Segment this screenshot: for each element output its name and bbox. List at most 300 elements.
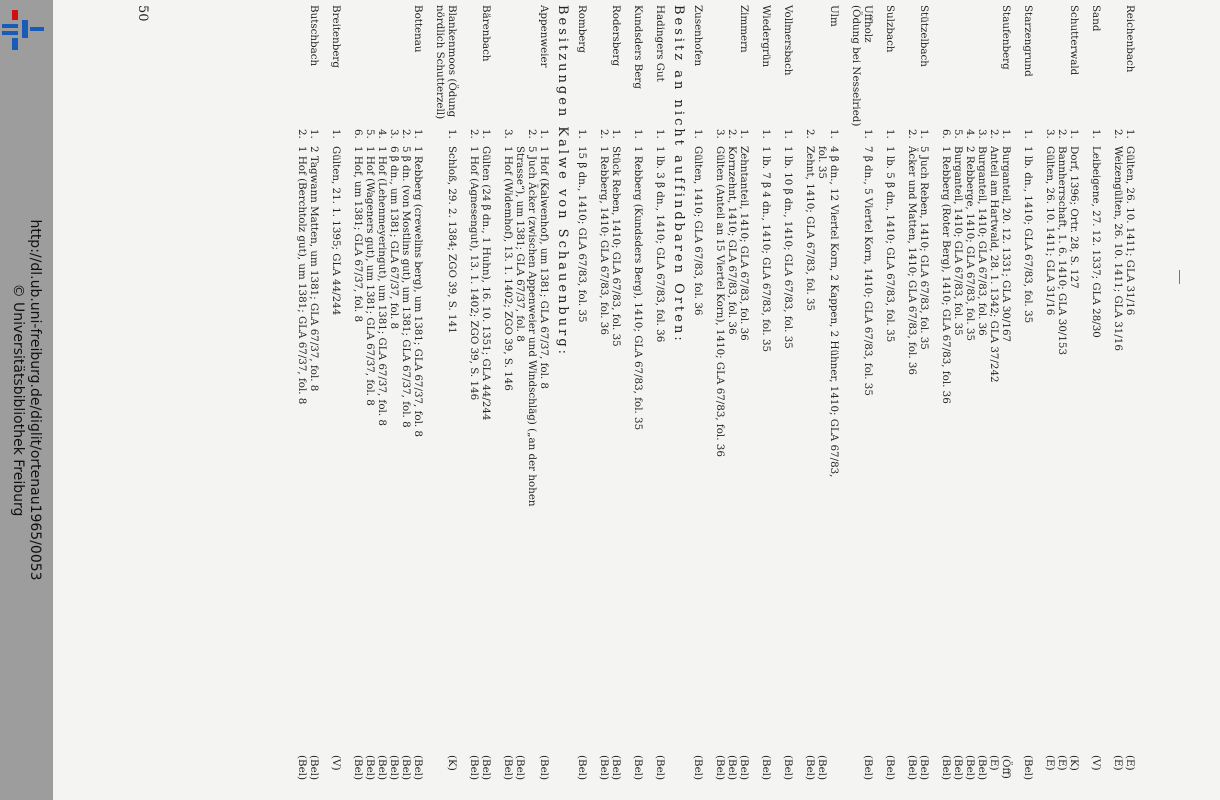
place-block [352,5,424,795]
section-unlocated-places [576,5,666,795]
block-spacer [1034,5,1044,795]
entry-number: 1. [862,129,874,139]
block-spacer [342,5,352,795]
entry-row [828,5,840,795]
entry-row [804,5,816,795]
entry [692,129,704,727]
entry-text: 1 Rebberg (Roter Berg), 1410; GLA 67/83, fol. 36 [940,146,952,404]
entry-text: Gülten, 1410; GLA 67/83, fol. 36 [692,146,704,316]
place-block [468,5,492,795]
place-block [434,5,458,795]
entry-status: (Bel) [480,755,492,780]
entry-number: 1. [1124,129,1136,139]
entry-text: 1 lb. 3 β dn., 1410; GLA 67/83, fol. 36 [654,146,666,343]
entry-text: 1 Rebberg, 1410; GLA 67/83, fol. 36 [598,146,610,335]
entry [610,129,622,727]
entry-status: (Bel) [388,755,400,780]
entry-row [412,5,424,795]
entry [738,129,750,727]
entry-row [632,5,644,795]
entry [884,129,896,727]
entry-text: 1 Hof (Agnesengut), 13. 1. 1402; ZGO 39, S. 146 [468,146,480,401]
entry-text: 5 Juch Reben, 1410; GLA 67/83, fol. 35 [918,146,930,350]
entry-text: 1 Hof (Lehenmeyeringut), um 1381; GLA 67/37, fol. 8 [376,146,388,426]
place-name: Reichenbach [1124,5,1136,73]
entry-status: (V) [330,755,342,771]
entry-row [514,5,526,795]
place-block [1022,5,1034,795]
place-spacer [364,5,376,129]
entry-status: (Bel) [632,755,644,780]
place-name: Bärenbach [480,5,492,62]
entry-number: 5. [364,129,376,139]
place-name-continued: nördlich Schutterzell) [434,5,446,120]
entry [598,129,610,727]
entry-status: (Bel) [816,755,828,780]
entry-row [760,5,772,795]
entry-number: 1. [738,129,750,139]
entry-text: 1 Hof (Berchtolz gut), um 1381; GLA 67/37, fol. 8 [296,146,308,405]
entry-number: 1. [760,129,772,139]
place-spacer [468,5,480,129]
entry-text: 5 Juch Äcker (zwischen Appenweier und Windschläg) („an der hohen [526,146,538,507]
entry-text: Strasse“), um 1381; GLA 67/37, fol. 8 [514,146,526,342]
entry-number: 1. [782,129,794,139]
entry [726,129,738,727]
entry-number: 1. [632,129,644,139]
entry-row [714,5,726,795]
entry-row [862,5,874,795]
heading-kalwe-von-schauenburg: Besitzungen Kalwe von Schauenburg: [555,5,570,358]
entry-status: (Bel) [976,755,988,780]
entry-text: Burganteil, 20. 12. 1331; GLA 30/167 [1000,146,1012,343]
entry-text: 4 β dn., 12 Viertel Korn, 2 Kappen, 2 Hühner, 1410; GLA 67/83, [828,146,840,478]
place-spacer [1056,5,1068,129]
entry-text: 7 β dn., 5 Viertel Korn, 1410; GLA 67/83, fol. 35 [862,146,874,396]
entry-status: (Bel) [538,755,550,780]
entry-number: 2. [804,129,816,139]
place-spacer [352,5,364,129]
place-spacer [816,5,828,129]
entry-status: (Bel) [906,755,918,780]
entry-row [738,5,750,795]
entry-text: 2 Rebberge, 1410; GLA 67/83, fol. 35 [964,146,976,341]
entry-number: 1. [610,129,622,139]
entry-text: 1 lb. dn., 1410; GLA 67/83, fol. 35 [1022,146,1034,324]
entry-row [1056,5,1068,795]
entry [804,129,816,727]
place-name: Stützelbach [918,5,930,67]
entry-text: Gülten, 26. 10. 1411; GLA 31/16 [1044,146,1056,316]
entry-text: 1 Rebberg (crewelins berg), um 1381; GLA 67/37, fol. 8 [412,146,424,437]
entry [576,129,588,727]
entry-number: 4. [964,129,976,139]
entry-status [828,755,840,795]
entry-text: Schloß, 29. 2. 1384; ZGO 39, S. 141 [446,146,458,334]
entry-number: 2. [468,129,480,139]
entry-number: 6. [352,129,364,139]
entry [1112,129,1124,727]
place-spacer [714,5,726,129]
entry-status: (Bel) [726,755,738,780]
entry-row [726,5,738,795]
entry-number: 1. [884,129,896,139]
entry-number: 3. [714,129,726,139]
entry-number: 3. [976,129,988,139]
entry-status: (Bel) [352,755,364,780]
entry-status: (E) [988,755,1000,771]
entry-row [598,5,610,795]
entry-number: 2. [906,129,918,139]
place-name: Starzengrund [1022,5,1034,77]
entry [330,129,342,727]
place-block [714,5,750,795]
block-spacer [458,5,468,795]
entry-row [400,5,412,795]
place-block [804,5,840,795]
entry-text: Gülten (24 β dn., 1 Huhn), 16. 10. 1351; GLA 44/244 [480,146,492,421]
entry-row [480,5,492,795]
place-spacer [1044,5,1056,129]
entry [296,129,308,727]
entry-text: 1 Hof (Wageners gut), um 1381; GLA 67/37, fol. 8 [364,146,376,406]
entry-number: 1. [828,129,840,139]
entry-row [330,5,342,795]
entry-row [1044,5,1056,795]
block-spacer [704,5,714,795]
entry-row [964,5,976,795]
entry [1022,129,1034,727]
place-name: Rodersberg [610,5,622,67]
sidebar-credits [9,20,43,780]
entry-number: 1. [412,129,424,139]
place-block [576,5,588,795]
place-spacer [988,5,1000,129]
entry-row [884,5,896,795]
place-name: Sulzbach [884,5,896,53]
entry-status: (Bel) [782,755,794,780]
entry-row [434,5,446,795]
entry-status: (V) [1090,755,1102,771]
block-spacer [840,5,850,795]
block-spacer [874,5,884,795]
entry-row [502,5,514,795]
entry [376,129,388,727]
place-name-continued: (Ödung bei Nesselried) [850,5,862,127]
entry-status: (Öff) [1000,755,1012,779]
section-kalwe-possessions [296,5,550,795]
entry-number: 2. [1112,129,1124,139]
place-name: Zusenhofen [692,5,704,67]
place-block [884,5,896,795]
place-spacer [952,5,964,129]
entry [816,129,828,727]
entry-number: 2. [1056,129,1068,139]
entry [782,129,794,727]
entry-status: (Bel) [502,755,514,780]
entry-status: (Bel) [468,755,480,780]
entry-number: 1. [1068,129,1080,139]
place-block [502,5,550,795]
entry-number: 1. [692,129,704,139]
entry [412,129,424,727]
place-spacer [804,5,816,129]
entry-status: (Bel) [1022,755,1034,780]
entry-row [1112,5,1124,795]
block-spacer [750,5,760,795]
place-block [906,5,930,795]
entry [940,129,952,727]
entry-text: 15 β dn., 1410; GLA 67/83, fol. 35 [576,146,588,323]
place-spacer [964,5,976,129]
block-spacer [320,5,330,795]
place-name: Schutterwald [1068,5,1080,76]
place-name: Sand [1090,5,1102,32]
block-spacer [622,5,632,795]
entry-row [576,5,588,795]
entry-status: (Bel) [296,755,308,780]
place-block [692,5,704,795]
entry-row [850,5,862,795]
entry-row [1124,5,1136,795]
entry-row [388,5,400,795]
viewer-sidebar [0,0,52,800]
block-spacer [1012,5,1022,795]
entry-status: (E) [1112,755,1124,771]
entry-number: 6. [940,129,952,139]
entry-row [918,5,930,795]
entry-row [782,5,794,795]
entry-text: 1 Rebberg (Kundsders Berg), 1410; GLA 67/83, fol. 35 [632,146,644,431]
entry-status: (E) [1044,755,1056,771]
entry-number: 1. [446,129,458,139]
entry-text: 6 β dn., um 1381; GLA 67/37, fol. 8 [388,146,400,330]
entry-text: 1 lb. 7 β 4 dn., 1410; GLA 67/83, fol. 35 [760,146,772,353]
heading-unlocated-places: Besitz an nicht auffindbaren Orten: [671,5,686,344]
entry-row [1000,5,1012,795]
entry-row [376,5,388,795]
entry [906,129,918,727]
entry [632,129,644,727]
copyright-text: © Universitätsbibliothek Freiburg [10,283,26,517]
entry-status: (K) [446,755,458,771]
entry-status: (K) [1068,755,1080,771]
entry-status: (Bel) [862,755,874,780]
entry-text: Gülten, 21. 1. 1395; GLA 44/244 [330,146,342,316]
entry-text: Äcker und Matten, 1410; GLA 67/83, fol. 36 [906,146,918,375]
entry-text: Gülten (Anteil an 15 Viertel Korn), 1410; GLA 67/83, fol. 36 [714,146,726,457]
entry-number: 4. [376,129,388,139]
place-block [850,5,874,795]
entry-row [1022,5,1034,795]
entry-number: 2. [726,129,738,139]
entry-text: Zehnt, 1410; GLA 67/83, fol. 35 [804,146,816,312]
entry-number: 3. [388,129,400,139]
entry-row [526,5,538,795]
entry-row [940,5,952,795]
entry-status: (Bel) [412,755,424,780]
entry-status: (Bel) [308,755,320,780]
entry-status: (Bel) [654,755,666,780]
entry-status: (E) [1056,755,1068,771]
entry-row [468,5,480,795]
place-spacer [400,5,412,129]
entry [446,129,458,727]
entry-status: (Bel) [364,755,376,780]
place-name: Wiedergrün [760,5,772,68]
place-block [940,5,1012,795]
entry-status: (Bel) [714,755,726,780]
entry-status: (Bel) [760,755,772,780]
entry-text: 1 Hof (Widemhof), 13. 1. 1402; ZGO 39, S. 146 [502,146,514,391]
entry [862,129,874,727]
entry-text: Gülten, 26. 10. 1411; GLA 31/16 [1124,146,1136,316]
entry-status: (Bel) [514,755,526,780]
entry-row [446,5,458,795]
entry-number: 3. [502,129,514,139]
place-spacer [940,5,952,129]
entry-number: 2. [988,129,1000,139]
place-block [1090,5,1102,795]
block-spacer [772,5,782,795]
entry-number: 3. [1044,129,1056,139]
entry-text: 1 lb. 5 β dn., 1410; GLA 67/83, fol. 35 [884,146,896,343]
entry-text: Stück Reben, 1410; GLA 67/83, fol. 35 [610,146,622,347]
entry [538,129,550,727]
entry-row [906,5,918,795]
entry-status: (E) [1124,755,1136,771]
entry [976,129,988,727]
entry-row [352,5,364,795]
entry-status: (Bel) [400,755,412,780]
place-name: Breitenberg [330,5,342,68]
entry-status: (Bel) [804,755,816,780]
entry-text: Zehntanteil, 1410; GLA 67/83, fol. 36 [738,146,750,341]
place-name: Appenweier [538,5,550,68]
place-spacer [726,5,738,129]
entry-status: (Bel) [376,755,388,780]
entry-number: 1. [576,129,588,139]
entry-text: Dorf, 1396; Ortr. 28, S. 127 [1068,146,1080,289]
entry-status: (Bel) [610,755,622,780]
entry [1068,129,1080,727]
place-name: Romberg [576,5,588,53]
entry-row [610,5,622,795]
place-spacer [376,5,388,129]
entry-row [952,5,964,795]
page-number: 50 [135,5,150,22]
entry-number: 5. [952,129,964,139]
entry [1090,129,1102,727]
place-block [760,5,772,795]
entry-row [538,5,550,795]
entry-status: (Bel) [598,755,610,780]
place-name: Staufenberg [1000,5,1012,70]
entry-text: Leibeigene, 27. 12. 1337; GLA 28/30 [1090,146,1102,338]
block-spacer [794,5,804,795]
entry-text: Bannherrschaft, 1. 6. 1410; GLA 30/153 [1056,146,1068,355]
place-block [296,5,320,795]
entry-number: 2. [526,129,538,139]
place-spacer [296,5,308,129]
place-name: Kundsders Berg [632,5,644,89]
place-block [1044,5,1080,795]
entry [400,129,412,727]
place-block [654,5,666,795]
entry-status: (Bel) [692,755,704,780]
place-spacer [1112,5,1124,129]
entry [714,129,726,727]
block-spacer [896,5,906,795]
entry-row [1068,5,1080,795]
entry-number: 2. [400,129,412,139]
place-name: Uffholz [862,5,874,43]
entry-text: Kornzehnt, 1410; GLA 67/83, fol. 36 [726,146,738,335]
place-name: Blankenmoos (Ödung [446,5,458,118]
place-spacer [598,5,610,129]
entry-row [988,5,1000,795]
entry-number: 1. [480,129,492,139]
place-block [1112,5,1136,795]
place-spacer [906,5,918,129]
entry-row [816,5,828,795]
entry [1044,129,1056,727]
entry [352,129,364,727]
entry-text: Burganteil, 1410; GLA 67/83, fol. 36 [976,146,988,336]
page-content [136,5,1136,795]
place-block [330,5,342,795]
entry-text: 1 Hof (Kalwenhof), um 1381; GLA 67/37, fol. 8 [538,146,550,389]
place-block [782,5,794,795]
block-spacer [930,5,940,795]
entry-number: 1. [918,129,930,139]
entry [480,129,492,727]
entry-status: (Bel) [940,755,952,780]
entry-number: 1. [538,129,550,139]
entry-number: 2. [598,129,610,139]
source-url-link[interactable]: http://dl.ub.uni-freiburg.de/diglit/ortenau1965/0053 [27,219,43,581]
entry-text: Burganteil, 1410; GLA 67/83, fol. 35 [952,146,964,336]
entry [526,129,538,727]
entry-row [308,5,320,795]
place-name: Vollmersbach [782,5,794,76]
block-spacer [644,5,654,795]
entry-text: Anteil am Hartwald, 28. 1. 1342; GLA 37/242 [988,146,1000,383]
place-block [598,5,622,795]
entry-text: fol. 35 [816,146,828,179]
entry [468,129,480,727]
entry-row [654,5,666,795]
entry-number: 1. [308,129,320,139]
place-spacer [388,5,400,129]
entry [1000,129,1012,727]
place-spacer [502,5,514,129]
entry-text: 1 Hof, um 1381; GLA 67/37, fol. 8 [352,146,364,323]
place-name: Butschbach [308,5,320,67]
scanned-page [53,0,1220,800]
place-block [632,5,644,795]
entry-number: 1. [1022,129,1034,139]
entry-text: 5 β dn. (von Mostlins gut), um 1381; GLA 67/37, fol. 8 [400,146,412,428]
entry-number: 1. [654,129,666,139]
block-spacer [424,5,434,795]
entry-text: Weizengülten, 26. 10. 1411; GLA 31/16 [1112,146,1124,351]
entry-number [816,129,828,146]
place-name: Bottenau [412,5,424,53]
place-spacer [514,5,526,129]
entry-status: (Bel) [964,755,976,780]
entry-number [514,129,526,146]
